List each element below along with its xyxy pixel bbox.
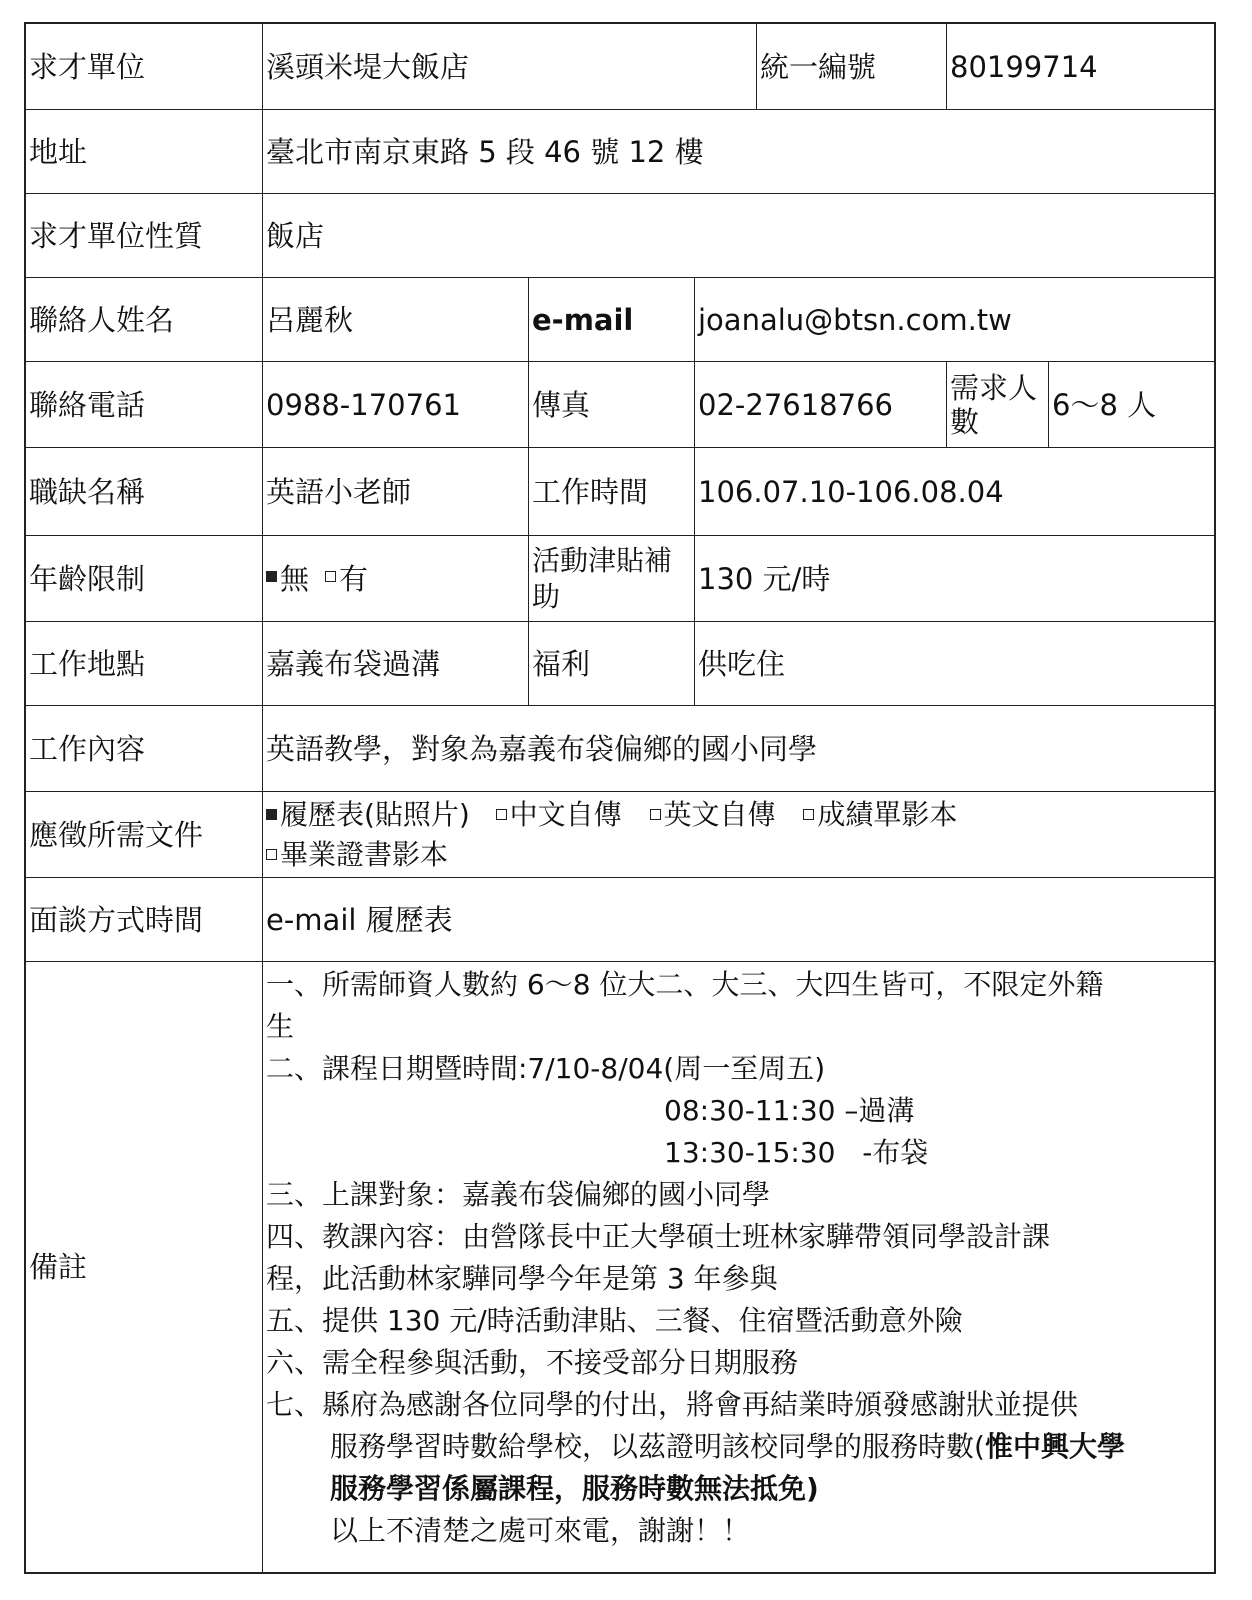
remark-line: 程，此活動林家驊同學今年是第 3 年參與	[266, 1262, 778, 1295]
headcount-value: 6～8 人	[1048, 362, 1214, 447]
checked-box-icon	[266, 809, 277, 820]
allowance-label: 活動津貼補助	[528, 536, 694, 621]
interview-label: 面談方式時間	[29, 902, 204, 937]
row-location	[26, 622, 1214, 706]
doc-diploma: 畢業證書影本	[280, 838, 449, 871]
remark-line: 生	[266, 1010, 295, 1043]
remark-bold-text: 服務學習係屬課程，服務時數無法抵免)	[330, 1472, 819, 1505]
checked-box-icon	[266, 571, 277, 582]
doc-chinese-autobiography: 中文自傳	[509, 798, 622, 831]
row-content	[26, 706, 1214, 792]
content-label: 工作內容	[29, 731, 146, 766]
location-value: 嘉義布袋過溝	[262, 622, 528, 705]
row-nature	[26, 194, 1214, 278]
nature-label: 求才單位性質	[29, 218, 204, 253]
checkbox-icon	[496, 809, 507, 820]
age-option-yes: 有	[339, 561, 369, 596]
row-phone	[26, 362, 1214, 448]
remark-line: 13:30-15:30 -布袋	[664, 1136, 929, 1169]
work-hours-value: 106.07.10-106.08.04	[694, 448, 1214, 535]
remark-line: 一、所需師資人數約 6～8 位大二、大三、大四生皆可，不限定外籍	[266, 968, 1104, 1001]
benefits-value: 供吃住	[694, 622, 1214, 705]
position-value: 英語小老師	[262, 448, 528, 535]
doc-english-autobiography: 英文自傳	[663, 798, 776, 831]
age-option-none: 無	[280, 561, 310, 596]
phone-value: 0988-170761	[262, 362, 528, 447]
doc-transcript: 成績單影本	[817, 798, 958, 831]
remark-line	[266, 1426, 1214, 1468]
remarks-content	[262, 962, 1214, 1572]
checkbox-icon	[266, 849, 277, 860]
remark-line: 五、提供 130 元/時活動津貼、三餐、住宿暨活動意外險	[266, 1304, 963, 1337]
row-contact	[26, 278, 1214, 362]
benefits-label: 福利	[528, 622, 694, 705]
doc-resume: 履歷表(貼照片)	[280, 798, 470, 831]
documents-label: 應徵所需文件	[29, 817, 204, 852]
job-posting-table	[24, 22, 1216, 1574]
remark-line	[266, 1468, 1214, 1510]
contact-name: 呂麗秋	[262, 278, 528, 361]
remark-line: 四、教課內容：由營隊長中正大學碩士班林家驊帶領同學設計課	[266, 1220, 1051, 1253]
contact-label: 聯絡人姓名	[29, 302, 175, 337]
work-hours-label: 工作時間	[528, 448, 694, 535]
remark-line: 以上不清楚之處可來電，謝謝！！	[330, 1514, 751, 1547]
age-options	[262, 536, 528, 621]
row-age	[26, 536, 1214, 622]
row-address	[26, 110, 1214, 194]
remark-line: 六、需全程參與活動，不接受部分日期服務	[266, 1346, 799, 1379]
fax-label: 傳真	[528, 362, 694, 447]
remark-line-part: 服務學習時數給學校，以茲證明該校同學的服務時數(	[330, 1430, 985, 1463]
remarks-label: 備註	[29, 1250, 88, 1284]
content-value: 英語教學，對象為嘉義布袋偏鄉的國小同學	[262, 706, 1214, 791]
row-documents	[26, 792, 1214, 878]
employer-label: 求才單位	[29, 49, 146, 84]
fax-value: 02-27618766	[694, 362, 946, 447]
tax-id-label: 統一編號	[756, 24, 946, 109]
employer-name: 溪頭米堤大飯店	[262, 24, 756, 109]
address-value: 臺北市南京東路 5 段 46 號 12 樓	[262, 110, 1214, 193]
checkbox-icon	[325, 571, 336, 582]
row-remarks	[26, 962, 1214, 1572]
remark-bold-text: 惟中興大學	[984, 1430, 1125, 1463]
phone-label: 聯絡電話	[29, 387, 146, 422]
email-label: e-mail	[528, 278, 694, 361]
checkbox-icon	[803, 809, 814, 820]
email-value: joanalu@btsn.com.tw	[694, 278, 1214, 361]
checkbox-icon	[650, 809, 661, 820]
row-interview	[26, 878, 1214, 962]
remark-line: 08:30-11:30 –過溝	[664, 1094, 915, 1127]
allowance-value: 130 元/時	[694, 536, 1214, 621]
location-label: 工作地點	[29, 646, 146, 681]
remark-line: 七、縣府為感謝各位同學的付出，將會再結業時頒發感謝狀並提供	[266, 1388, 1079, 1421]
age-label: 年齡限制	[29, 561, 146, 596]
address-label: 地址	[29, 134, 88, 169]
tax-id: 80199714	[946, 24, 1214, 109]
remark-line: 三、上課對象：嘉義布袋偏鄉的國小同學	[266, 1178, 771, 1211]
row-position	[26, 448, 1214, 536]
position-label: 職缺名稱	[29, 474, 146, 509]
nature-value: 飯店	[262, 194, 1214, 277]
documents-list	[262, 792, 1214, 877]
interview-value: e-mail 履歷表	[262, 878, 1214, 961]
headcount-label: 需求人數	[946, 362, 1048, 447]
remark-line: 二、課程日期暨時間:7/10-8/04(周一至周五)	[266, 1052, 826, 1085]
row-employer	[26, 24, 1214, 110]
